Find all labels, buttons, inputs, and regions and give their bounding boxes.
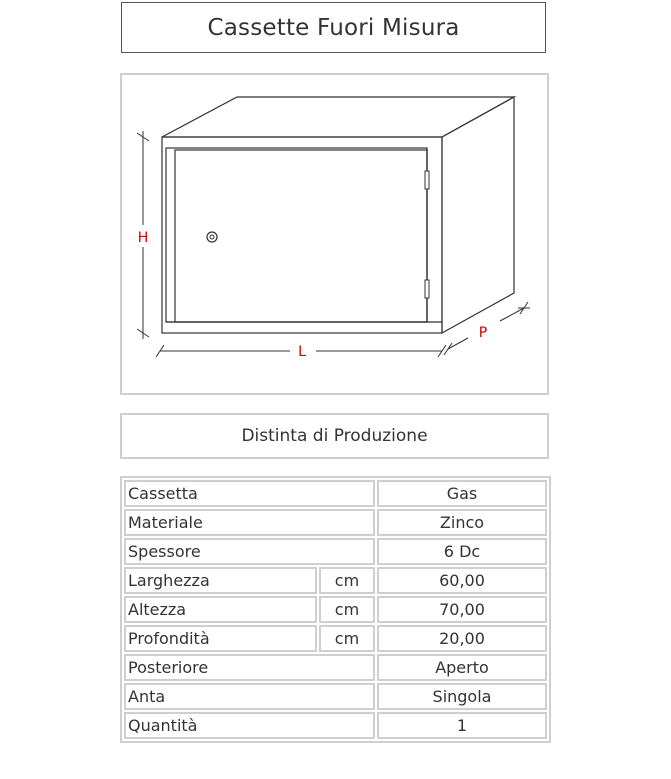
- spec-label: Altezza: [124, 596, 317, 623]
- production-spec-table: [120, 476, 551, 743]
- spec-unit: cm: [319, 567, 375, 594]
- spec-row-posteriore: [124, 654, 547, 681]
- spec-label: Posteriore: [124, 654, 375, 681]
- cabinet-front: [162, 137, 442, 333]
- hinge-bottom: [425, 280, 429, 298]
- cabinet-diagram: [122, 75, 547, 393]
- spec-row-altezza: [124, 596, 547, 623]
- width-label: L: [298, 344, 306, 360]
- spec-value: 70,00: [377, 596, 547, 623]
- spec-value: Aperto: [377, 654, 547, 681]
- cabinet-top-face: [162, 97, 514, 137]
- spec-unit: cm: [319, 596, 375, 623]
- cabinet-frame: [166, 148, 427, 322]
- spec-row-profondita: [124, 625, 547, 652]
- spec-label: Anta: [124, 683, 375, 710]
- depth-label: P: [478, 325, 488, 341]
- spec-value: 6 Dc: [377, 538, 547, 565]
- spec-row-anta: [124, 683, 547, 710]
- spec-row-materiale: [124, 509, 547, 536]
- hinge-top: [425, 171, 429, 189]
- section-title: Distinta di Produzione: [120, 413, 549, 459]
- spec-row-cassetta: [124, 480, 547, 507]
- box-drawing: [120, 73, 549, 395]
- height-label: H: [137, 230, 149, 246]
- spec-label: Cassetta: [124, 480, 375, 507]
- spec-row-quantita: [124, 712, 547, 739]
- cabinet-door: [175, 150, 427, 322]
- spec-row-spessore: [124, 538, 547, 565]
- spec-value: Zinco: [377, 509, 547, 536]
- page-title: Cassette Fuori Misura: [121, 2, 546, 53]
- spec-label: Profondità: [124, 625, 317, 652]
- spec-value: Gas: [377, 480, 547, 507]
- spec-value: 60,00: [377, 567, 547, 594]
- cabinet-side-face: [442, 97, 514, 333]
- spec-value: 20,00: [377, 625, 547, 652]
- lock-icon: [207, 232, 217, 242]
- spec-row-larghezza: [124, 567, 547, 594]
- spec-label: Quantità: [124, 712, 375, 739]
- spec-label: Materiale: [124, 509, 375, 536]
- spec-value: 1: [377, 712, 547, 739]
- spec-value: Singola: [377, 683, 547, 710]
- spec-unit: cm: [319, 625, 375, 652]
- spec-label: Spessore: [124, 538, 375, 565]
- spec-label: Larghezza: [124, 567, 317, 594]
